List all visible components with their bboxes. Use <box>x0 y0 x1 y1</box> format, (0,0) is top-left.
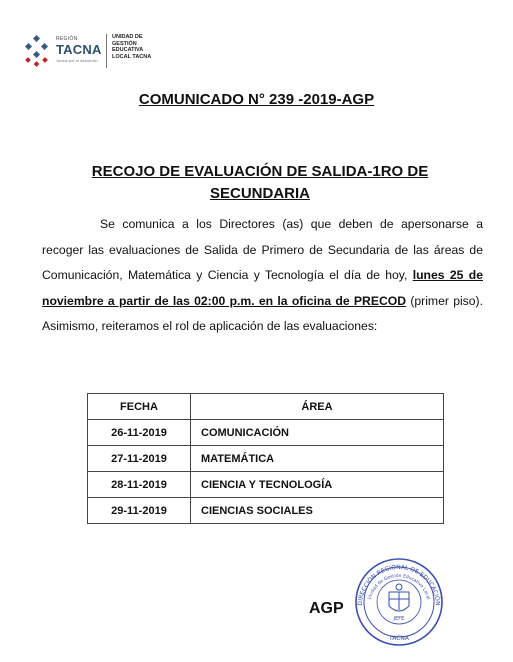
seal-bottom-text: TACNA <box>389 635 409 642</box>
table-row <box>88 472 444 498</box>
unit-line: LOCAL TACNA <box>112 53 152 60</box>
header-fecha: FECHA <box>88 394 191 420</box>
schedule-table <box>87 393 444 524</box>
seal-outer-text: DIRECCIÓN REGIONAL DE EDUCACIÓN <box>356 563 442 606</box>
unit-line: EDUCATIVA <box>112 47 144 53</box>
subject-line: RECOJO DE EVALUACIÓN DE SALIDA-1RO DE <box>91 163 429 180</box>
cell-fecha: 29-11-2019 <box>88 498 191 524</box>
body-highlight: lunes 25 de noviembre a partir de las 02:00 p.m. en la oficina de PRECOD <box>42 268 483 308</box>
region-logo-icon <box>22 34 52 70</box>
logo-divider <box>106 34 107 68</box>
table-row <box>88 420 444 446</box>
unit-line: GESTIÓN <box>112 40 137 47</box>
table-row <box>88 498 444 524</box>
cell-area: MATEMÁTICA <box>191 446 444 472</box>
region-name: TACNA <box>56 42 102 57</box>
unit-line: UNIDAD DE <box>112 34 143 40</box>
unit-name <box>112 34 162 60</box>
body-text-start: Se comunica a los Directores (as) que deben de apersonarse a recoger las evaluaciones de Salida de Primero de Secundaria de las áreas de Comunicación, Matemática y Ciencia y Tecnología el día de hoy, <box>42 217 483 282</box>
header-area: ÁREA <box>191 394 444 420</box>
cell-fecha: 27-11-2019 <box>88 446 191 472</box>
seal-inner-text: Unidad de Gestión Educativa Local <box>367 573 431 601</box>
official-seal-icon <box>353 556 445 648</box>
cell-fecha: 28-11-2019 <box>88 472 191 498</box>
body-paragraph <box>42 212 483 340</box>
table-row <box>88 446 444 472</box>
subject-line: SECUNDARIA <box>209 185 310 202</box>
signature-label: AGP <box>309 600 344 617</box>
subject-title <box>60 161 460 205</box>
comunicado-title: COMUNICADO N° 239 -2019-AGP <box>138 91 375 108</box>
cell-area: CIENCIA Y TECNOLOGÍA <box>191 472 444 498</box>
cell-area: COMUNICACIÓN <box>191 420 444 446</box>
body-text-end: (primer piso). Asimismo, reiteramos el rol de aplicación de las evaluaciones: <box>42 293 483 333</box>
cell-area: CIENCIAS SOCIALES <box>191 498 444 524</box>
seal-role: JEFE <box>393 616 405 622</box>
region-word: REGIÓN <box>56 36 78 42</box>
table-header-row <box>88 394 444 420</box>
cell-fecha: 26-11-2019 <box>88 420 191 446</box>
region-tagline: Juntos por el desarrollo <box>56 58 98 63</box>
